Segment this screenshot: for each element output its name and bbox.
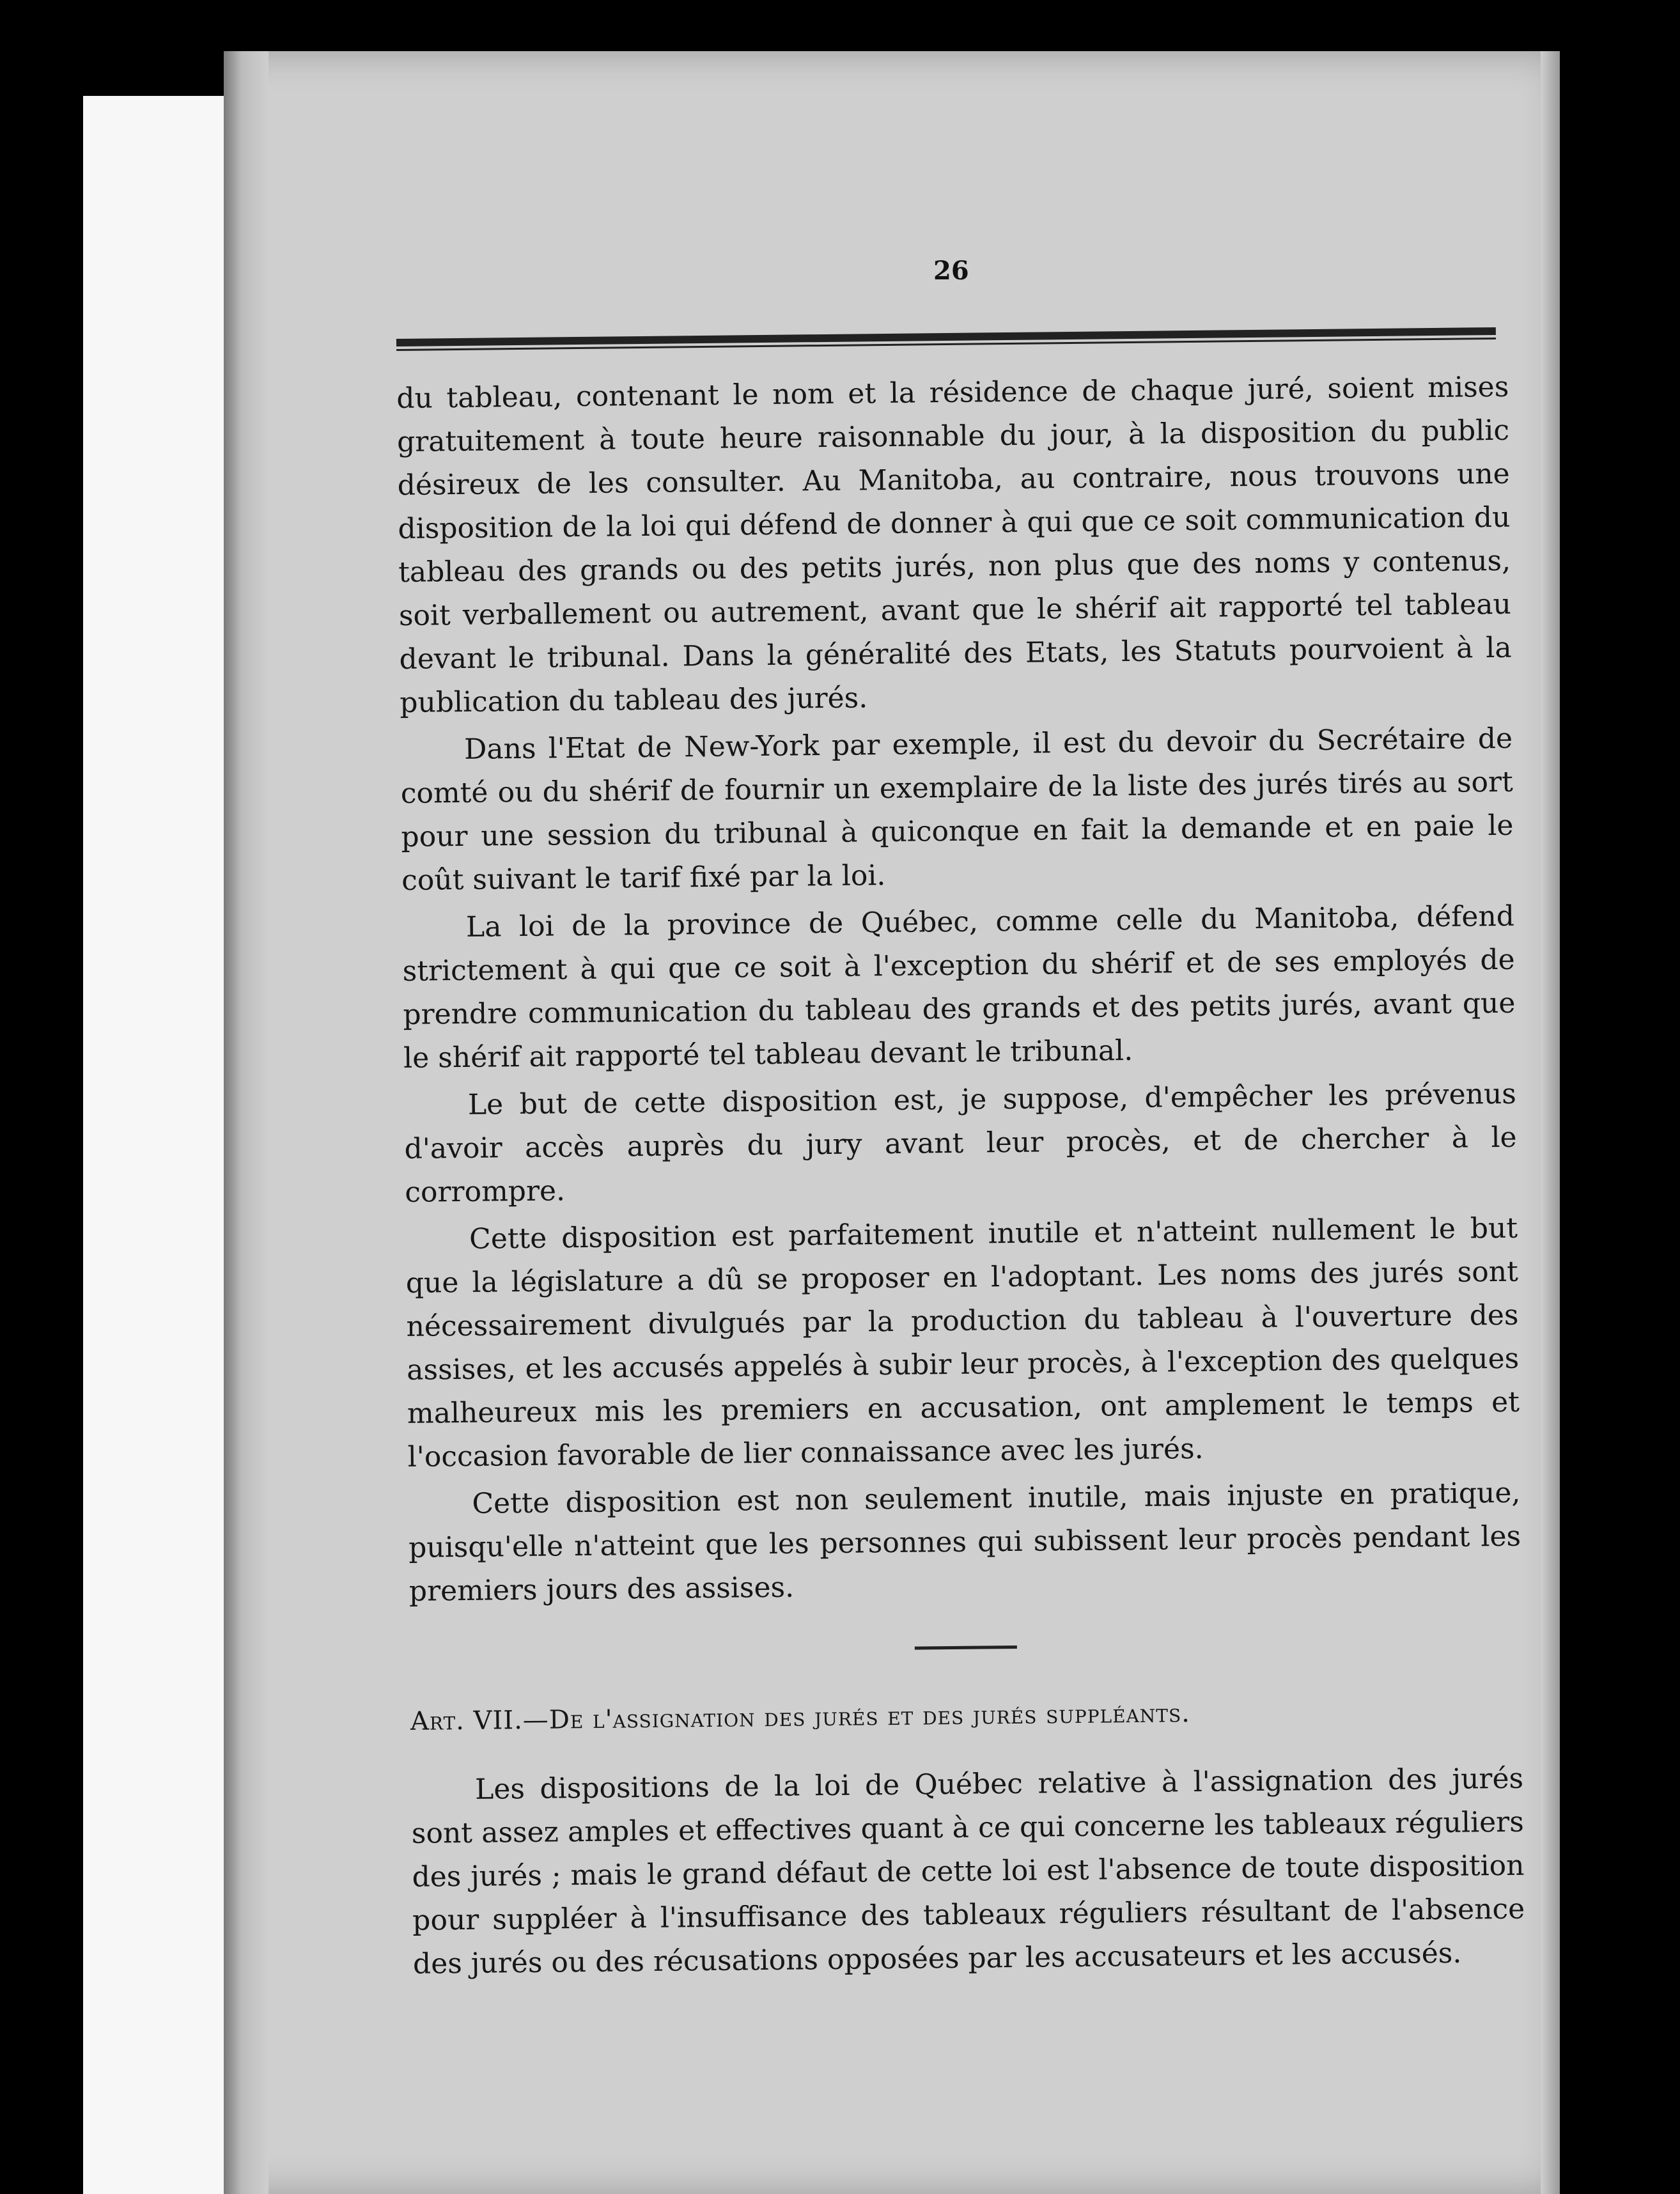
- page-edge-shadow: [1541, 51, 1560, 2194]
- paragraph: Dans l'Etat de New-York par exemple, il est du devoir du Secrétaire de comté ou du shérif de fournir un exemplaire de la liste des jurés tirés au sort pour une session du tribunal à quiconque en fait la demande et en paie le coût suivant le tarif fixé par la loi.: [400, 722, 1514, 897]
- paragraph: Cette disposition est parfaitement inutile et n'atteint nullement le but que la législature a dû se proposer en l'adoptant. Les noms des jurés sont nécessairement divulgués par la production du tableau à l'ouverture des assises, et les accusés appelés à subir leur procès, à l'exception des quelques malheureux mis les premiers en accusation, ont amplement le temps et l'occasion favorable de lier connaissance avec les jurés.: [405, 1211, 1520, 1474]
- paragraph: du tableau, contenant le nom et la résidence de chaque juré, soient mises gratuitement à toute heure raisonnable du jour, à la disposition du public désireux de les consulter. Au Manitoba, au contraire, nous trouvons une disposition de la loi qui défend de donner à qui que ce soit communication du tableau des grands ou des petits jurés, non plus que des noms y contenus, soit verballement ou autrement, avant que le shérif ait rapporté tel tableau devant le tribunal. Dans la généralité des Etats, les Statuts pourvoient à la publication du tableau des jurés.: [396, 370, 1512, 719]
- paragraph: Cette disposition est non seulement inutile, mais injuste en pratique, puisqu'elle n'atteint que les personnes qui subissent leur procès pendant les premiers jours des assises.: [408, 1476, 1521, 1608]
- paragraph: La loi de la province de Québec, comme celle du Manitoba, défend strictement à qui que ce soit à l'exception du shérif et de ses employés de prendre communication du tableau des grands et des petits jurés, avant que le shérif ait rapporté tel tableau devant le tribunal.: [402, 899, 1516, 1075]
- paragraph: Le but de cette disposition est, je suppose, d'empêcher les prévenus d'avoir accès auprès du jury avant leur procès, et de chercher à le corrompre.: [404, 1077, 1517, 1209]
- scanner-margin: [83, 96, 230, 2194]
- page-binding-shadow: [224, 51, 268, 2194]
- article-title: De l'assignation des jurés et des jurés suppléants.: [548, 1699, 1191, 1735]
- article-heading: [410, 1688, 1523, 1743]
- body-text: [396, 366, 1525, 1990]
- paragraph: Les dispositions de la loi de Québec relative à l'assignation des jurés sont assez amples et effectives quant à ce qui concerne les tableaux réguliers des jurés ; mais le grand défaut de cette loi est l'absence de toute disposition pour suppléer à l'insuffisance des tableaux réguliers résultant de l'absence des jurés ou des récusations opposées par les accusateurs et les accusés.: [411, 1762, 1525, 1980]
- article-number: Art. VII.—: [410, 1705, 550, 1736]
- section-divider: [915, 1646, 1017, 1650]
- page-number: 26: [933, 256, 969, 286]
